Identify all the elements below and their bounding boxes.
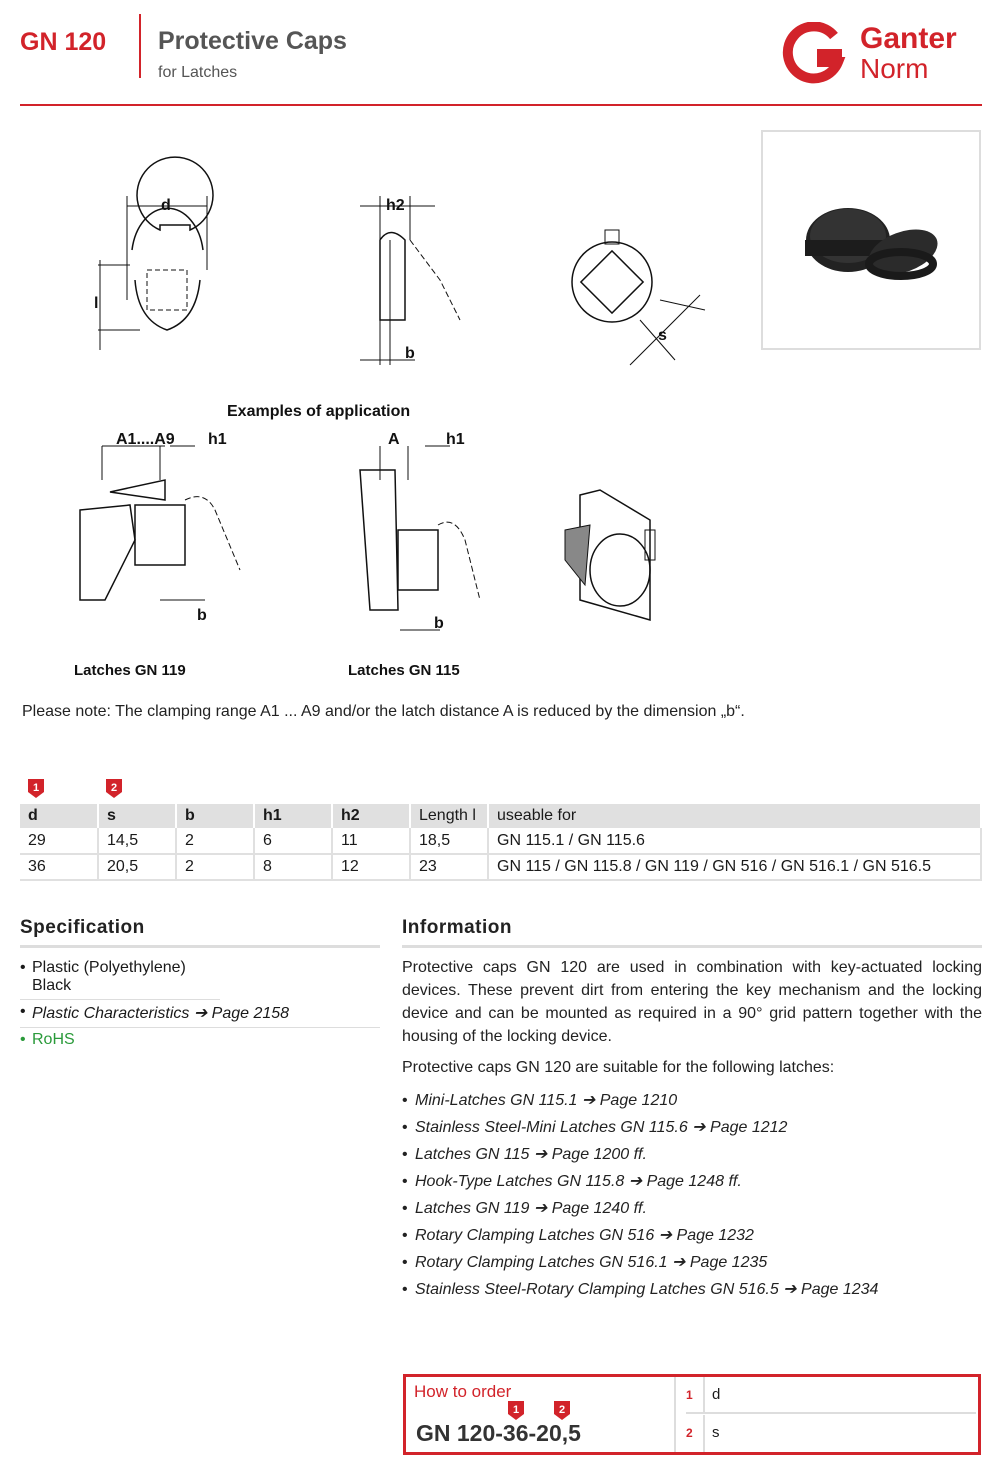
spec-item: • Plastic (Polyethylene) Black <box>20 956 220 1000</box>
order-label: How to order <box>414 1382 512 1401</box>
col-header-s: s <box>98 804 176 828</box>
dim-label-a-range: A1....A9 <box>116 431 175 448</box>
cell: 23 <box>410 854 488 880</box>
dim-label-s: s <box>658 327 667 344</box>
col-header-h1: h1 <box>254 804 332 828</box>
svg-text:1: 1 <box>32 782 40 794</box>
marker-1-icon <box>28 779 44 798</box>
order-code: GN 120-36-20,5 <box>416 1420 581 1446</box>
caption-latches-gn119: Latches GN 119 <box>74 662 186 679</box>
page-title: Protective Caps <box>158 27 347 55</box>
order-marker-1-icon <box>508 1401 524 1420</box>
technical-drawings <box>20 130 740 690</box>
info-paragraph: Protective caps GN 120 are suitable for the following latches: <box>402 1059 835 1076</box>
application-gn119-drawing <box>80 431 240 624</box>
logo-text-norm: Norm <box>860 53 929 84</box>
cell: 14,5 <box>98 828 176 854</box>
order-marker-2-icon <box>554 1401 570 1420</box>
col-header-h2: h2 <box>332 804 410 828</box>
front-view-drawing <box>94 157 213 350</box>
ganter-logo-icon <box>782 22 852 86</box>
svg-text:2: 2 <box>558 1404 566 1416</box>
svg-text:2: 2 <box>110 782 118 794</box>
col-header-d: d <box>20 804 98 828</box>
list-item[interactable]: • Stainless Steel-Mini Latches GN 115.6 ➔ Page 1212 <box>402 1114 982 1141</box>
header-divider <box>139 14 141 78</box>
specification-list <box>20 956 380 1053</box>
dimensions-table <box>20 804 982 881</box>
cell: 18,5 <box>410 828 488 854</box>
dim-label-a: A <box>388 431 400 448</box>
logo-text-ganter: Ganter <box>860 22 957 55</box>
cell: 6 <box>254 828 332 854</box>
order-ref-2: 2 s <box>686 1415 976 1452</box>
list-item[interactable]: • Rotary Clamping Latches GN 516 ➔ Page 1232 <box>402 1222 982 1249</box>
table-row <box>20 854 981 880</box>
how-to-order-box <box>403 1374 981 1455</box>
cell: GN 115 / GN 115.8 / GN 119 / GN 516 / GN 516.1 / GN 516.5 <box>488 854 981 880</box>
table-row <box>20 828 981 854</box>
cell: 2 <box>176 854 254 880</box>
list-item[interactable]: • Latches GN 115 ➔ Page 1200 ff. <box>402 1141 982 1168</box>
info-paragraph: Protective caps GN 120 are used in combination with key-actuated locking devices. These prevent dirt from entering the key mechanism and the locking device and can be mounted as required in a 90° grid pattern together with the housing of the locking device. <box>402 959 982 1045</box>
clamping-note: Please note: The clamping range A1 ... A9 and/or the latch distance A is reduced by the dimension „b“. <box>22 703 745 720</box>
page-header <box>20 14 982 106</box>
information-title: Information <box>402 917 982 948</box>
col-header-length: Length l <box>410 804 488 828</box>
list-item[interactable]: • Mini-Latches GN 115.1 ➔ Page 1210 <box>402 1087 982 1114</box>
dim-label-l: l <box>94 295 99 312</box>
dim-label-h2: h2 <box>386 197 405 214</box>
rear-view-drawing <box>572 230 705 365</box>
list-item[interactable]: • Rotary Clamping Latches GN 516.1 ➔ Page 1235 <box>402 1249 982 1276</box>
col-header-b: b <box>176 804 254 828</box>
cell: 20,5 <box>98 854 176 880</box>
product-photo <box>761 130 981 350</box>
application-gn115-drawing <box>360 431 480 632</box>
cell: 36 <box>20 854 98 880</box>
caption-latches-gn115: Latches GN 115 <box>348 662 460 679</box>
dim-label-b-gn115: b <box>434 615 444 632</box>
col-header-useable-for: useable for <box>488 804 981 828</box>
examples-title: Examples of application <box>227 403 411 420</box>
order-example <box>406 1377 676 1452</box>
list-item[interactable]: • Latches GN 119 ➔ Page 1240 ff. <box>402 1195 982 1222</box>
cell: 11 <box>332 828 410 854</box>
page-subtitle: for Latches <box>158 64 238 81</box>
cell: 29 <box>20 828 98 854</box>
ganter-norm-logo <box>782 22 982 86</box>
list-item[interactable]: • Stainless Steel-Rotary Clamping Latches GN 516.5 ➔ Page 1234 <box>402 1276 982 1303</box>
specification-title: Specification <box>20 917 380 948</box>
cell: GN 115.1 / GN 115.6 <box>488 828 981 854</box>
dim-label-b-gn119: b <box>197 607 207 624</box>
order-ref-1: 1 d <box>686 1377 976 1414</box>
cell: 8 <box>254 854 332 880</box>
spec-item-rohs: • RoHS <box>20 1028 380 1053</box>
spec-item: • Plastic Characteristics ➔ Page 2158 <box>20 1000 380 1028</box>
information-section <box>402 956 982 1303</box>
dim-label-d: d <box>161 197 171 214</box>
compatible-latches-list <box>402 1087 982 1303</box>
application-3d-drawing <box>565 490 655 620</box>
dim-label-h1-gn119: h1 <box>208 431 227 448</box>
side-view-drawing <box>360 196 460 365</box>
list-item[interactable]: • Hook-Type Latches GN 115.8 ➔ Page 1248 ff. <box>402 1168 982 1195</box>
cell: 12 <box>332 854 410 880</box>
dim-label-b-side: b <box>405 345 415 362</box>
table-header-row <box>20 804 981 828</box>
cell: 2 <box>176 828 254 854</box>
dim-label-h1-gn115: h1 <box>446 431 465 448</box>
marker-2-icon <box>106 779 122 798</box>
product-code: GN 120 <box>20 28 107 56</box>
svg-text:1: 1 <box>512 1404 520 1416</box>
